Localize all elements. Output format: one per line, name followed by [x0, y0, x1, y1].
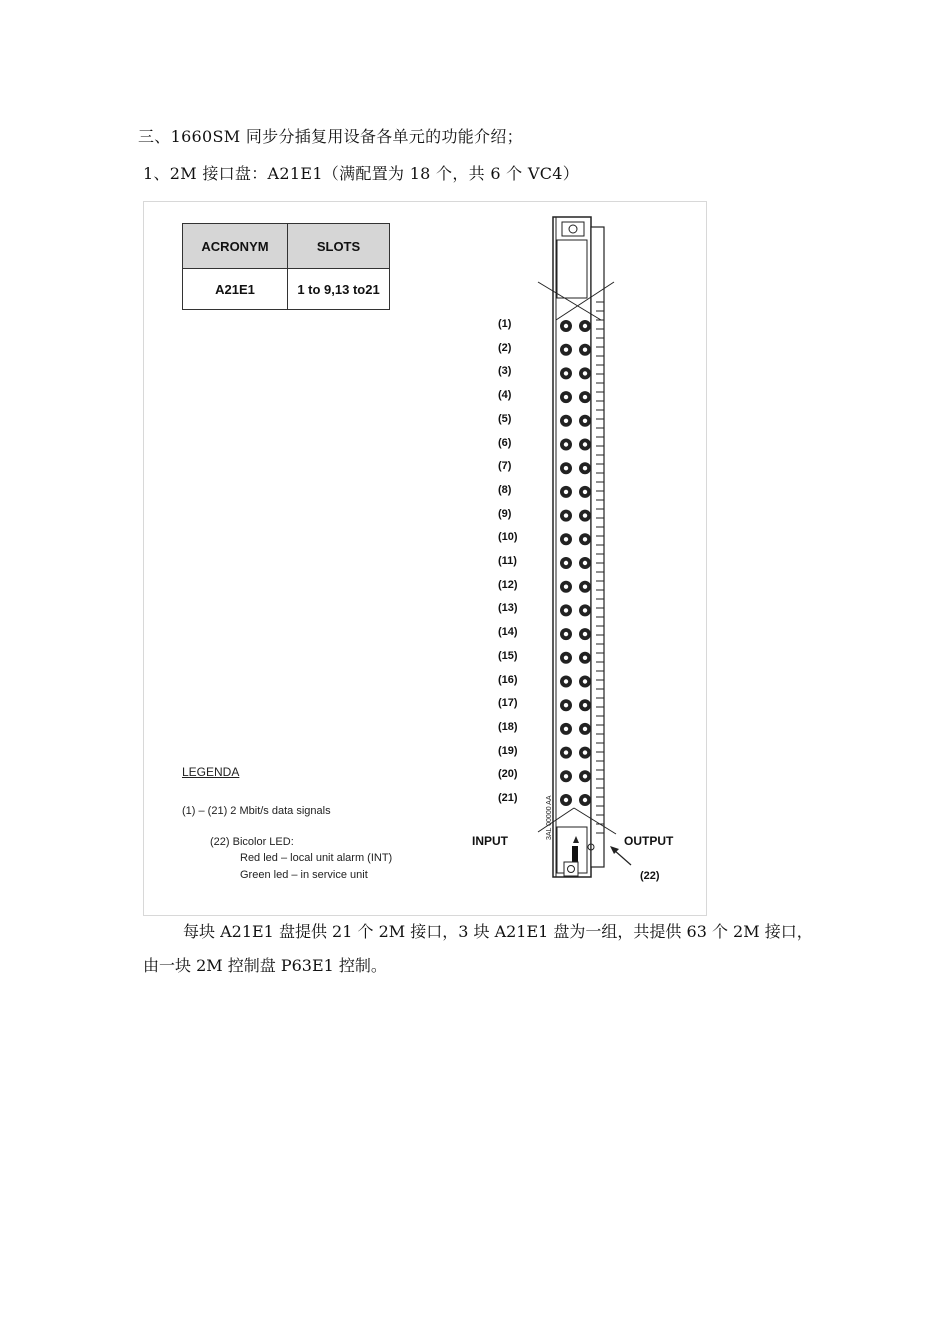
- legend-title: LEGENDA: [182, 765, 240, 779]
- top-handle: [562, 222, 584, 236]
- port-label: (11): [498, 555, 517, 567]
- legend-item-data-signals: (1) – (21) 2 Mbit/s data signals: [182, 805, 331, 817]
- port-label: (18): [498, 720, 518, 733]
- slots-cell: 1 to 9,13 to21: [288, 269, 390, 310]
- input-label: INPUT: [472, 834, 508, 848]
- port-label: (4): [498, 389, 512, 402]
- port-label: (19): [498, 744, 518, 757]
- port-label: (2): [498, 341, 512, 354]
- port-label: (20): [498, 768, 518, 781]
- port-label: (7): [498, 460, 512, 473]
- port-label: (12): [498, 578, 518, 591]
- port-label: (5): [498, 412, 512, 425]
- a21e1-board-figure: [143, 201, 707, 916]
- board-side-edge: [591, 227, 604, 867]
- output-label: OUTPUT: [624, 834, 674, 848]
- port-label: (15): [498, 649, 518, 662]
- port-label: (6): [498, 436, 512, 449]
- port-label: (17): [498, 697, 518, 710]
- acronym-header: ACRONYM: [183, 224, 288, 269]
- port-label: (8): [498, 483, 512, 496]
- acronym-cell: A21E1: [183, 269, 288, 310]
- legend-item-green-led: Green led – in service unit: [240, 869, 368, 881]
- slots-header: SLOTS: [288, 224, 390, 269]
- board-code: 3AL 00000 AA: [546, 795, 553, 840]
- subsection-heading: 1、2M 接口盘：A21E1（满配置为 18 个，共 6 个 VC4）: [143, 164, 580, 183]
- port-label: (3): [498, 365, 512, 378]
- section-heading: 三、1660SM 同步分插复用设备各单元的功能介绍；: [138, 127, 523, 146]
- port-label: (21): [498, 792, 518, 804]
- bottom-handle: [564, 862, 578, 876]
- led-callout-label: (22): [640, 870, 660, 882]
- port-label: (16): [498, 673, 518, 686]
- description-paragraph: 每块 A21E1 盘提供 21 个 2M 接口，3 块 A21E1 盘为一组，共提供 63 个 2M 接口，由一块 2M 控制盘 P63E1 控制。: [143, 922, 813, 975]
- port-label: (9): [498, 507, 512, 520]
- port-label: (1): [498, 318, 512, 330]
- legend-item-red-led: Red led – local unit alarm (INT): [240, 852, 393, 864]
- legend-item-led: (22) Bicolor LED:: [210, 836, 294, 848]
- port-label: (13): [498, 602, 518, 615]
- port-label: (10): [498, 531, 518, 544]
- port-label: (14): [498, 626, 518, 639]
